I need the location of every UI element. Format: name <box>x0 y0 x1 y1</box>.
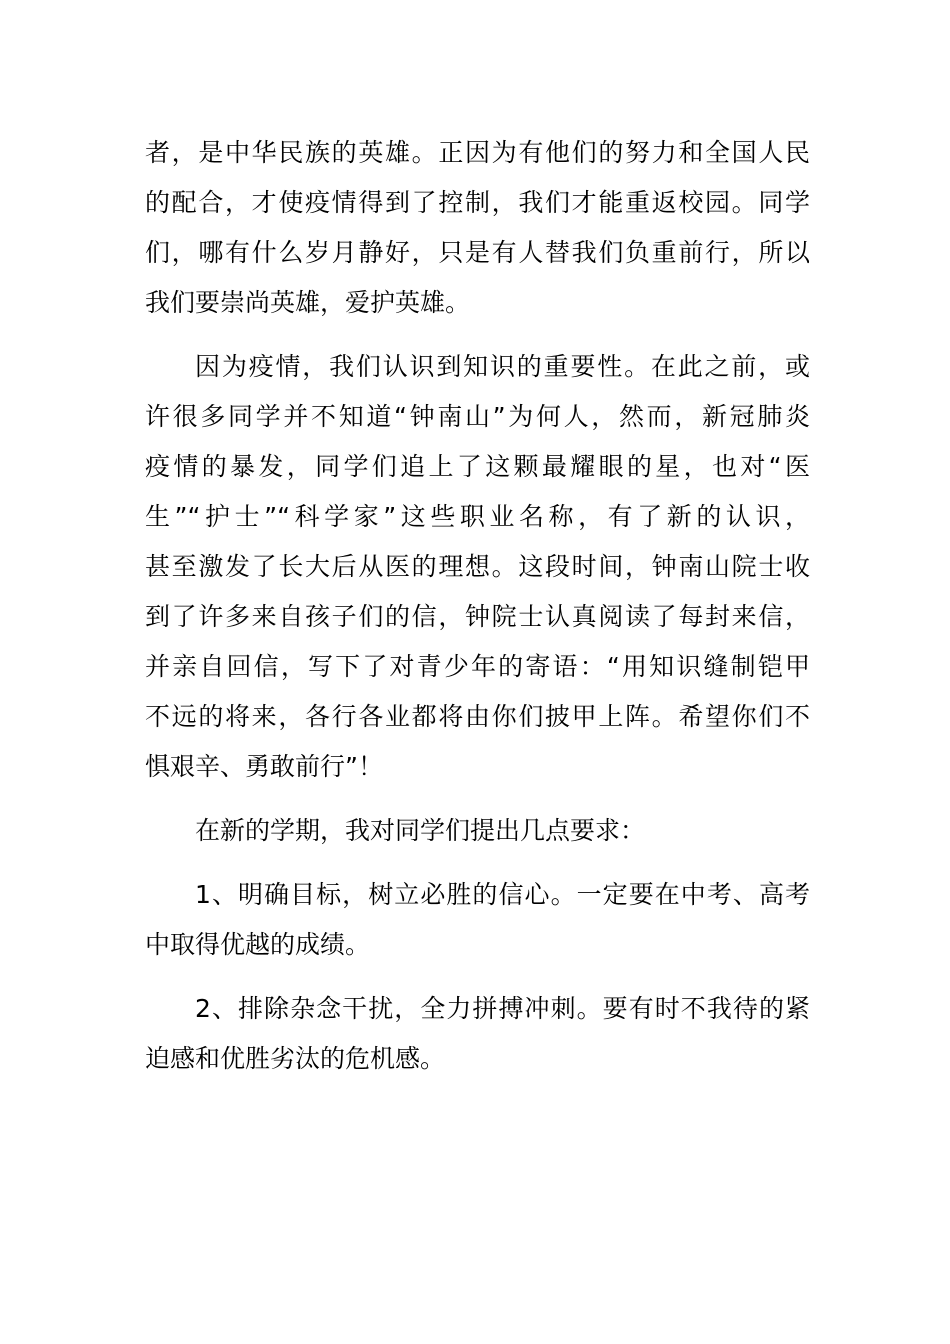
text-line: 在新的学期，我对同学们提出几点要求： <box>195 816 646 845</box>
paragraph-requirement-2 <box>145 984 810 1084</box>
text-line: 甚至激发了长大后从医的理想。这段时间，钟南山院士收 <box>145 552 810 581</box>
text-line: 2、排除杂念干扰，全力拼搏冲刺。要有时不我待的紧 <box>195 994 810 1023</box>
text-line: 生”“护士”“科学家”这些职业名称，有了新的认识， <box>145 502 810 531</box>
text-line: 并亲自回信，写下了对青少年的寄语：“用知识缝制铠甲 <box>145 652 810 681</box>
paragraph-requirement-1 <box>145 870 810 970</box>
text-line: 许很多同学并不知道“钟南山”为何人，然而，新冠肺炎 <box>145 402 810 431</box>
text-line: 因为疫情，我们认识到知识的重要性。在此之前，或 <box>195 352 810 381</box>
text-line: 到了许多来自孩子们的信，钟院士认真阅读了每封来信， <box>145 602 810 631</box>
text-line: 们，哪有什么岁月静好，只是有人替我们负重前行，所以 <box>145 238 810 267</box>
text-line: 迫感和优胜劣汰的危机感。 <box>145 1044 446 1073</box>
text-line: 中取得优越的成绩。 <box>145 930 371 959</box>
text-line: 1、明确目标，树立必胜的信心。一定要在中考、高考 <box>195 880 810 909</box>
document-body <box>145 128 810 1098</box>
text-line: 者，是中华民族的英雄。正因为有他们的努力和全国人民 <box>145 138 810 167</box>
paragraph-knowledge <box>145 342 810 792</box>
paragraph-requirements-intro <box>145 806 810 856</box>
text-line: 的配合，才使疫情得到了控制，我们才能重返校园。同学 <box>145 188 810 217</box>
paragraph-heroes <box>145 128 810 328</box>
text-line: 惧艰辛、勇敢前行”！ <box>145 752 383 781</box>
text-line: 我们要崇尚英雄，爱护英雄。 <box>145 288 471 317</box>
text-line: 疫情的暴发，同学们追上了这颗最耀眼的星，也对“医 <box>145 452 810 481</box>
text-line: 不远的将来，各行各业都将由你们披甲上阵。希望你们不 <box>145 702 810 731</box>
